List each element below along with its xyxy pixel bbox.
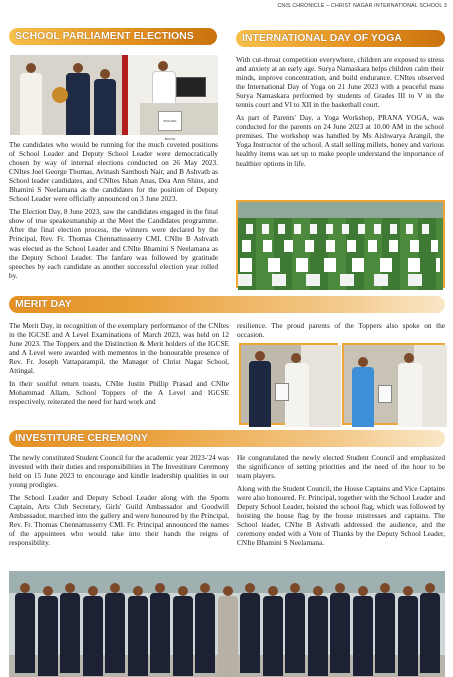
ballot-box: POLLING BOOTH bbox=[158, 111, 182, 131]
merit-text-left bbox=[9, 321, 229, 410]
student-figure-head bbox=[223, 586, 233, 596]
student-figure-body bbox=[195, 593, 215, 673]
student-figure-body bbox=[353, 596, 373, 676]
student-figure-head bbox=[155, 583, 165, 593]
student-figure-body bbox=[263, 596, 283, 676]
student-figure-body bbox=[375, 593, 395, 673]
student-figure-head bbox=[110, 583, 120, 593]
student-figure-body bbox=[38, 596, 58, 676]
parliament-photo bbox=[10, 55, 218, 141]
student-figure-body bbox=[128, 596, 148, 676]
student-figure-head bbox=[133, 586, 143, 596]
student-figure-body bbox=[15, 593, 35, 673]
investiture-text-left bbox=[9, 453, 229, 551]
parliament-paragraph-2: The Election Day, 8 June 2023, saw the candidates engaged in the final show of true speakesmanship at the Meet the Candidates programme. After the final election process, the winners were declared by the Principal, Rev. Fr. Thomas Chennattusserry CMI. CNIte B Ashvath was elected as the School Leader and CNIte Bhamini S Neelamana as the Deputy School Leader. The fanfare was followed by gratitude speeches by each candidate as another successful election year rolled by. bbox=[9, 207, 218, 280]
parliament-text bbox=[9, 140, 218, 284]
merit-photo-2 bbox=[342, 343, 445, 425]
investiture-paragraph-3: He congratulated the newly elected Student Council and emphasized the significance of setting priorities and the need of the hour to be team players. bbox=[237, 453, 445, 481]
student-figure-head bbox=[358, 586, 368, 596]
student-figure-body bbox=[308, 596, 328, 676]
investiture-paragraph-4: Along with the Student Council, the House Captains and Vice Captains were also honoured. Fr. Principal, together with the School Leader and Deputy School Leader, hoisted the school flag, which was followed by hoisting the house flag by the house mistresses and captains. The School leader, CNIte B Ashvath addressed the audience, and the ceremony ended with a Vote of Thanks by the Deputy School Leader, CNIte Bhamini S Neelamana. bbox=[237, 484, 445, 548]
student-figure-head bbox=[290, 583, 300, 593]
yoga-paragraph-1: With cut-throat competition everywhere, children are exposed to stress and anxiety at an early age. Surya Namaskara helps children calm their minds, improve concentration, and build endurance. CNItes observed the International Day of Yoga on 21 June 2023 with a peaceful mass Surya Namaskara performed by students of Grades III to V in the tennis court and VI to XII in the basketball court. bbox=[236, 55, 444, 110]
student-figure-head bbox=[200, 583, 210, 593]
investiture-paragraph-2: The School Leader and Deputy School Leader along with the Sports Captain, Arts Club Secretary, Girls' Guild Ambassador and Goodwill Ambassador, marched into the gallery and were honoured by the Principal, Rev. Fr. Thomas Chennattusserry CMI. Fr. Principal announced the names of the appointees who would take into their hands the reigns of responsibility. bbox=[9, 493, 229, 548]
student-figure-body bbox=[60, 593, 80, 673]
section-title-yoga: INTERNATIONAL DAY OF YOGA bbox=[236, 30, 445, 47]
student-figure-head bbox=[380, 583, 390, 593]
merit-paragraph-2: In their soulful return toasts, CNIte Justin Phillip Prasad and CNIte Mohammad Allam, School Toppers of the A Level and IGCSE respectively, reiterated the need for hard work and bbox=[9, 379, 229, 407]
section-title-investiture: INVESTITURE CEREMONY bbox=[9, 430, 445, 447]
student-figure-body bbox=[420, 593, 440, 673]
student-figure-body bbox=[330, 593, 350, 673]
student-figure-head bbox=[65, 583, 75, 593]
section-title-parliament: SCHOOL PARLIAMENT ELECTIONS bbox=[9, 28, 217, 45]
student-figure-body bbox=[105, 593, 125, 673]
yoga-text bbox=[236, 55, 444, 172]
student-figure-head bbox=[245, 583, 255, 593]
student-figure-body bbox=[218, 596, 238, 676]
student-figure-body bbox=[398, 596, 418, 676]
investiture-group-photo bbox=[9, 571, 445, 677]
student-figure-body bbox=[173, 596, 193, 676]
student-figure-head bbox=[88, 586, 98, 596]
student-figure-body bbox=[83, 596, 103, 676]
student-figure-body bbox=[150, 593, 170, 673]
investiture-paragraph-1: The newly constituted Student Council for the academic year 2023-'24 was invested with their duties and responsibilities in The Investiture Ceremony held on 15 June 2023 to encourage and kindle leadership qualities in our young prodigies. bbox=[9, 453, 229, 490]
student-figure-head bbox=[43, 586, 53, 596]
student-figure-head bbox=[335, 583, 345, 593]
parliament-paragraph-1: The candidates who would be running for the much coveted positions of School Leader and Deputy School Leader were democratically chosen by way of internal elections conducted on 26 May 2023. CNItes Joel George Thomas, Avinash Santhosh Nair, and B Ashvath as School leader candidates, and CNItes Ishan Anas, Dea Ann Shins, and Bhamini S Neelamana as the candidates for the position of Deputy School Leader were officially announced on 3 June 2023. bbox=[9, 140, 218, 204]
student-figure-head bbox=[425, 583, 435, 593]
merit-paragraph-3: resilience. The proud parents of the Toppers also spoke on the occasion. bbox=[237, 321, 445, 340]
yoga-paragraph-2: As part of Parents' Day, a Yoga Workshop, PRANA YOGA, was conducted for the parents on 24 June 2023 at 10.00 AM in the school premises. The workshop was handled by Ms Aishwarya Arangil, the Yoga Instructor of the school. A stall selling millets, honey and various healthy items was set up to make people understand the importance of healthier options in life. bbox=[236, 113, 444, 168]
section-title-merit: MERIT DAY bbox=[9, 296, 445, 313]
investiture-text-right bbox=[237, 453, 445, 551]
yoga-photo bbox=[236, 200, 445, 288]
student-figure-head bbox=[313, 586, 323, 596]
student-figure-head bbox=[178, 586, 188, 596]
student-figure-body bbox=[285, 593, 305, 673]
merit-photo-1 bbox=[239, 343, 338, 425]
student-figure-head bbox=[268, 586, 278, 596]
merit-paragraph-1: The Merit Day, in recognition of the exemplary performance of the CNItes in the IGCSE and A Level Examinations of March 2023, was held on 12 June 2023. The Toppers and the Distinction & Merit holders of the IGCSE and A Level were awarded with mementos in the honourable presence of Rev. Fr. Joseph Vattaparampil, the Manager of Christ Nagar School, Attingal. bbox=[9, 321, 229, 376]
student-figure-head bbox=[20, 583, 30, 593]
student-figure-body bbox=[240, 593, 260, 673]
page-header: CNIS CHRONICLE – CHRIST NAGAR INTERNATIONAL SCHOOL 3 bbox=[277, 3, 447, 9]
merit-text-right bbox=[237, 321, 445, 343]
student-figure-head bbox=[403, 586, 413, 596]
